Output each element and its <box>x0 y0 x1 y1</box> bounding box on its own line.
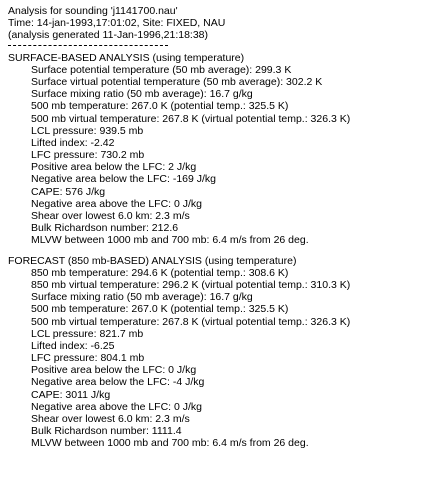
forecast-analysis-line: 850 mb virtual temperature: 296.2 K (virtual potential temp.: 310.3 K) <box>31 278 351 291</box>
surface-analysis-line: CAPE: 576 J/kg <box>31 185 106 198</box>
forecast-analysis-line: 500 mb temperature: 267.0 K (potential temp.: 325.5 K) <box>31 303 289 316</box>
surface-analysis-line: Negative area above the LFC: 0 J/kg <box>31 197 203 210</box>
forecast-analysis-line: Negative area above the LFC: 0 J/kg <box>31 400 203 413</box>
surface-analysis-line: 500 mb virtual temperature: 267.8 K (virtual potential temp.: 326.3 K) <box>31 112 351 125</box>
report-title: Analysis for sounding 'j1141700.nau' <box>8 5 178 17</box>
section-gap <box>8 247 442 255</box>
forecast-analysis-list <box>8 267 442 450</box>
surface-heading: SURFACE-BASED ANALYSIS (using temperature) <box>8 51 245 64</box>
forecast-analysis-line: Negative area below the LFC: -4 J/kg <box>31 376 205 389</box>
surface-analysis-list <box>8 64 442 247</box>
forecast-analysis-line: 500 mb virtual temperature: 267.8 K (virtual potential temp.: 326.3 K) <box>31 315 351 328</box>
forecast-analysis-line: MLVW between 1000 mb and 700 mb: 6.4 m/s from 26 deg. <box>31 437 309 450</box>
forecast-analysis-line: Surface mixing ratio (50 mb average): 16.7 g/kg <box>31 291 253 304</box>
header-divider <box>8 42 442 52</box>
forecast-analysis-line: LCL pressure: 821.7 mb <box>31 327 144 340</box>
surface-analysis-line: 500 mb temperature: 267.0 K (potential temp.: 325.5 K) <box>31 100 289 113</box>
surface-analysis-line: MLVW between 1000 mb and 700 mb: 6.4 m/s from 26 deg. <box>31 234 309 247</box>
surface-analysis-line: Surface potential temperature (50 mb average): 299.3 K <box>31 63 292 76</box>
forecast-analysis-line: Lifted index: -6.25 <box>31 339 115 352</box>
surface-analysis-line: Bulk Richardson number: 212.6 <box>31 222 179 235</box>
report-time: Time: 14-jan-1993,17:01:02, Site: FIXED, NAU <box>8 17 226 30</box>
surface-analysis-line: Positive area below the LFC: 2 J/kg <box>31 161 197 174</box>
surface-analysis-line: LCL pressure: 939.5 mb <box>31 124 144 137</box>
forecast-analysis-line: Positive area below the LFC: 0 J/kg <box>31 364 197 377</box>
forecast-analysis-line: CAPE: 3011 J/kg <box>31 388 111 401</box>
surface-analysis-line: Negative area below the LFC: -169 J/kg <box>31 173 217 186</box>
surface-analysis-line: Shear over lowest 6.0 km: 2.3 m/s <box>31 210 190 222</box>
forecast-heading: FORECAST (850 mb-BASED) ANALYSIS (using temperature) <box>8 254 297 267</box>
report-generated: (analysis generated 11-Jan-1996,21:18:38) <box>8 29 209 42</box>
surface-analysis-line: LFC pressure: 730.2 mb <box>31 149 145 162</box>
surface-analysis-line: Surface virtual potential temperature (50 mb average): 302.2 K <box>31 75 323 88</box>
forecast-analysis-line: 850 mb temperature: 294.6 K (potential temp.: 308.6 K) <box>31 266 289 279</box>
analysis-report <box>8 5 442 450</box>
forecast-analysis-line: Bulk Richardson number: 1111.4 <box>31 425 182 438</box>
forecast-analysis-line: LFC pressure: 804.1 mb <box>31 352 145 365</box>
forecast-analysis-line: Shear over lowest 6.0 km: 2.3 m/s <box>31 413 190 425</box>
surface-analysis-line: Surface mixing ratio (50 mb average): 16.7 g/kg <box>31 88 253 101</box>
surface-analysis-line: Lifted index: -2.42 <box>31 136 115 149</box>
